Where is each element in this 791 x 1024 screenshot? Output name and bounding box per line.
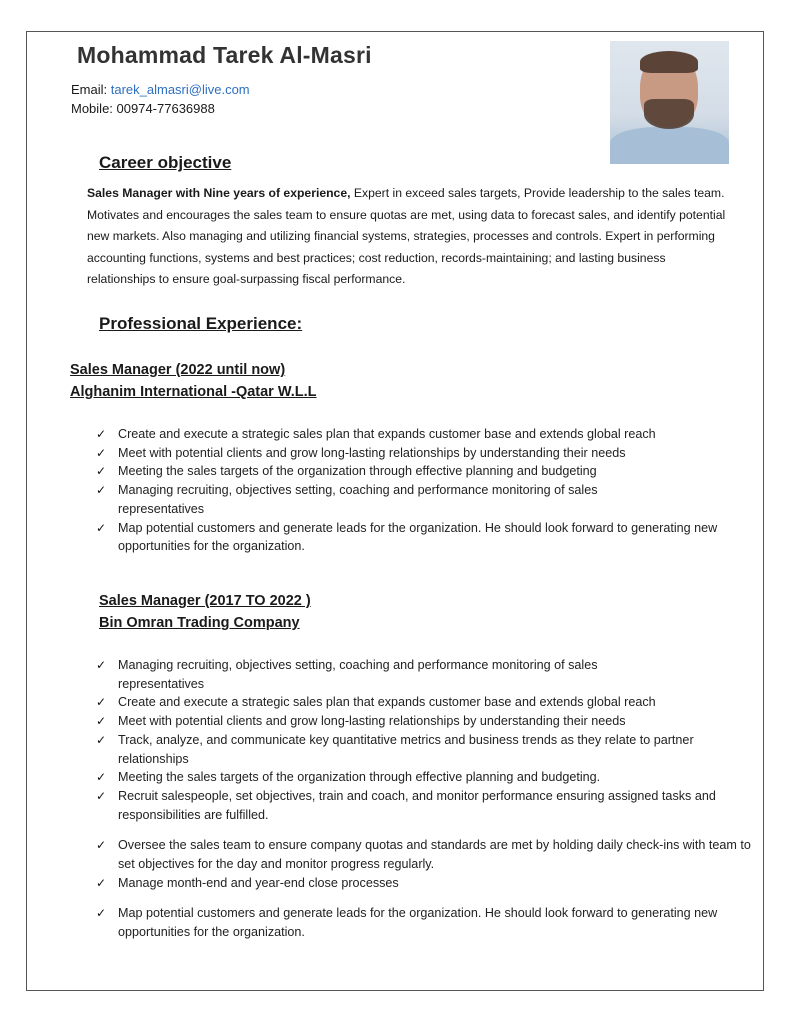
list-item: ✓ Meet with potential clients and grow long-lasting relationships by understanding their needs — [96, 444, 736, 463]
checkmark-icon: ✓ — [96, 658, 107, 672]
list-item: ✓ Managing recruiting, objectives setting, coaching and performance monitoring of sales representatives — [96, 483, 598, 516]
checkmark-icon: ✓ — [96, 714, 107, 729]
list-item: ✓ Map potential customers and generate leads for the organization. He should look forward to generating new opportunities for the organization. — [96, 520, 718, 554]
mobile-label: Mobile: — [71, 101, 117, 116]
email-line — [71, 80, 250, 99]
list-item: ✓ Managing recruiting, objectives setting, coaching and performance monitoring of sales representatives — [96, 658, 598, 691]
checkmark-icon: ✓ — [96, 838, 107, 853]
list-item: ✓ Meeting the sales targets of the organization through effective planning and budgeting — [96, 462, 736, 481]
candidate-name: Mohammad Tarek Al-Masri — [77, 42, 372, 68]
list-item: ✓ Create and execute a strategic sales plan that expands customer base and extends global reach — [96, 693, 758, 712]
job-2-company: Bin Omran Trading Company — [99, 615, 300, 631]
contact-info — [71, 80, 250, 118]
list-item: ✓ Create and execute a strategic sales plan that expands customer base and extends global reach — [96, 425, 736, 444]
photo-hair — [640, 51, 698, 73]
list-item: ✓ Meet with potential clients and grow long-lasting relationships by understanding their needs — [96, 712, 758, 731]
mobile-number: 00974-77636988 — [116, 101, 215, 116]
checkmark-icon: ✓ — [96, 788, 107, 803]
job-2-header — [99, 590, 311, 634]
career-objective-text — [87, 183, 727, 291]
list-item: ✓ Meeting the sales targets of the organization through effective planning and budgeting. — [96, 768, 758, 787]
job-1-role: Sales Manager (2022 until now) — [70, 362, 286, 378]
checkmark-icon: ✓ — [96, 520, 107, 535]
email-link[interactable]: tarek_almasri@live.com — [110, 82, 250, 97]
checkmark-icon: ✓ — [96, 427, 107, 441]
job-2-role: Sales Manager (2017 TO 2022 ) — [99, 593, 311, 609]
photo-beard — [644, 99, 694, 129]
job-2-bullets — [96, 656, 758, 942]
checkmark-icon: ✓ — [96, 906, 107, 921]
checkmark-icon: ✓ — [96, 770, 107, 785]
job-1-bullets — [96, 425, 736, 556]
photo-shirt — [610, 127, 729, 164]
checkmark-icon: ✓ — [96, 464, 107, 479]
checkmark-icon: ✓ — [96, 875, 107, 890]
checkmark-icon: ✓ — [96, 732, 107, 747]
career-objective-body: Expert in exceed sales targets, Provide leadership to the sales team. Motivates and encourages the sales team to ensure quotas are met, using data to forecast sales, and identify potential new markets. Also managing and utilizing financial systems, strategies, processes and controls. Expert in performing accounting functions, systems and best practices; cost reduction, records-maintaining; and lasting business relationships to ensure goal-surpassing fiscal performance. — [87, 186, 726, 286]
job-1-company: Alghanim International -Qatar W.L.L — [70, 384, 317, 400]
list-item: ✓ Recruit salespeople, set objectives, train and coach, and monitor performance ensuring assigned tasks and responsibilities are fulfilled. — [96, 788, 716, 822]
profile-photo — [610, 41, 729, 164]
career-objective-lead: Sales Manager with Nine years of experience, — [87, 186, 351, 200]
checkmark-icon: ✓ — [96, 445, 107, 460]
checkmark-icon: ✓ — [96, 483, 107, 498]
email-label: Email: — [71, 82, 111, 97]
career-objective-heading: Career objective — [99, 153, 232, 172]
mobile-line — [71, 99, 250, 118]
list-item: ✓ Oversee the sales team to ensure company quotas and standards are met by holding daily check-ins with team to set objectives for the day and monitor progress regularly. — [96, 838, 751, 872]
list-item: ✓ Manage month-end and year-end close processes — [96, 874, 758, 893]
list-item: ✓ Map potential customers and generate leads for the organization. He should look forward to generating new opportunities for the organization. — [96, 906, 718, 940]
list-item: ✓ Track, analyze, and communicate key quantitative metrics and business trends as they relate to partner relationships — [96, 732, 694, 766]
job-1-header — [70, 359, 317, 403]
experience-heading: Professional Experience: — [99, 314, 303, 333]
checkmark-icon: ✓ — [96, 695, 107, 710]
